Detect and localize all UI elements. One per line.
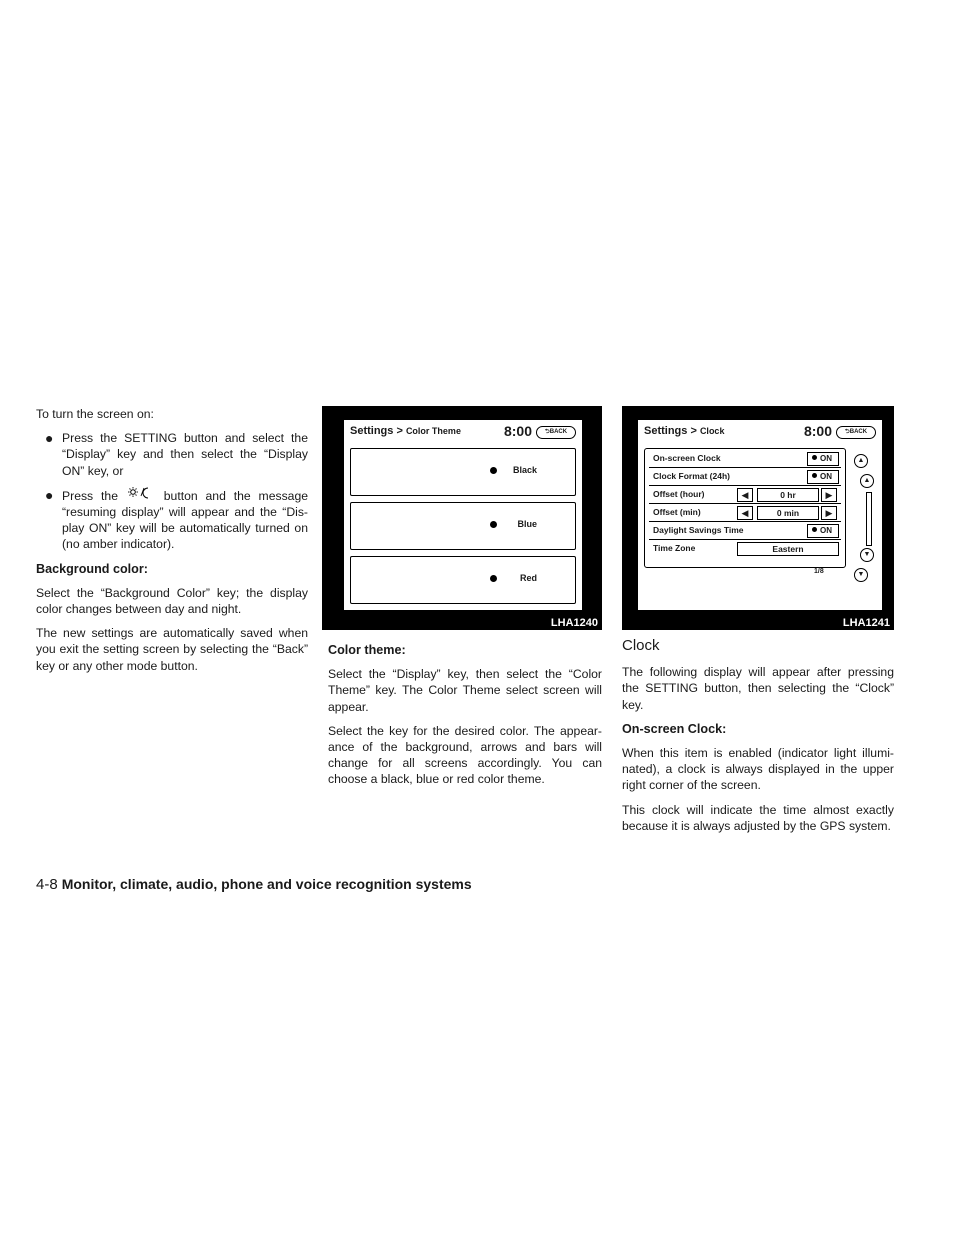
page-indicator: 1/8 bbox=[814, 568, 824, 575]
offset-min-row bbox=[649, 505, 841, 522]
clock-time: 8:00 bbox=[503, 423, 532, 439]
back-label: BACK bbox=[849, 429, 868, 435]
bullet-icon: ● bbox=[45, 486, 54, 503]
save-settings-text: The new settings are automatically saved when you exit the setting screen by selecting the “Back” key or any other mode button. bbox=[36, 626, 308, 673]
color-theme-heading: Color theme: bbox=[328, 643, 406, 657]
right-column bbox=[622, 634, 894, 842]
clock-settings-list bbox=[644, 448, 846, 568]
decrease-arrow-icon[interactable]: ◀ bbox=[737, 506, 753, 520]
page-footer bbox=[36, 876, 472, 893]
decrease-arrow-icon[interactable]: ◀ bbox=[737, 488, 753, 502]
clock-time: 8:00 bbox=[803, 423, 832, 439]
radio-indicator-icon bbox=[490, 521, 497, 528]
row-label: Clock Format (24h) bbox=[653, 471, 730, 481]
on-indicator[interactable] bbox=[807, 524, 839, 538]
back-label: BACK bbox=[549, 429, 568, 435]
row-label: On-screen Clock bbox=[653, 453, 721, 463]
background-color-text: Select the “Background Color” key; the display color changes between day and night. bbox=[36, 585, 308, 617]
theme-option-blue[interactable] bbox=[350, 502, 576, 550]
screen-header bbox=[350, 424, 576, 442]
indicator-icon bbox=[812, 473, 817, 478]
row-label: Daylight Savings Time bbox=[653, 525, 744, 535]
back-button[interactable] bbox=[836, 426, 876, 439]
bullet-icon: ● bbox=[45, 430, 54, 447]
screen-title bbox=[644, 425, 724, 437]
theme-option-black[interactable] bbox=[350, 448, 576, 496]
clock-format-row[interactable] bbox=[649, 469, 841, 486]
bullet-text: Press the SETTING button and select the “Display” key and then select the “Display ON” key, or bbox=[62, 431, 308, 478]
intro-text: To turn the screen on: bbox=[36, 407, 154, 421]
figure-tag: LHA1241 bbox=[842, 617, 890, 629]
row-label: Offset (hour) bbox=[653, 489, 705, 499]
back-arrow-icon: ⮌ bbox=[544, 429, 550, 435]
figure-tag: LHA1240 bbox=[550, 617, 598, 629]
color-theme-text-1: Select the “Display” key, then select the “Color Theme” key. The Color Theme select screen will appear. bbox=[328, 667, 602, 714]
clock-screen bbox=[636, 418, 884, 612]
clock-intro-text: The following display will appear after pressing the SETTING button, then selecting the “Clock” key. bbox=[622, 665, 894, 712]
screen-subtitle: Clock bbox=[699, 426, 725, 436]
scroll-bottom-icon[interactable]: ▼ bbox=[854, 568, 868, 582]
day-night-icon bbox=[126, 487, 156, 501]
time-zone-row[interactable] bbox=[649, 541, 841, 557]
list-item bbox=[36, 430, 308, 479]
bullet-text-post: button and the message “resuming display” will appear and the “Dis-play ON” key will be automatically turned on (no amber indicator). bbox=[62, 488, 309, 552]
chapter-title: Monitor, climate, audio, phone and voice recognition systems bbox=[61, 876, 472, 892]
row-label: Time Zone bbox=[653, 543, 696, 553]
on-label: ON bbox=[820, 472, 832, 481]
time-zone-value[interactable]: Eastern bbox=[737, 542, 839, 556]
bullet-text-pre: Press the bbox=[62, 488, 118, 503]
onscreen-clock-row[interactable] bbox=[649, 451, 841, 468]
color-theme-text-2: Select the key for the desired color. The appear-ance of the background, arrows and bars will change for all screens accordingly. You can choose a black, blue or red color theme. bbox=[328, 723, 602, 787]
indicator-icon bbox=[812, 455, 817, 460]
onscreen-clock-text-2: This clock will indicate the time almost exactly because it is always adjusted by the GPS system. bbox=[622, 802, 894, 833]
on-label: ON bbox=[820, 454, 832, 463]
scroll-top-icon[interactable]: ▲ bbox=[854, 454, 868, 468]
on-indicator[interactable] bbox=[807, 452, 839, 466]
offset-hour-row bbox=[649, 487, 841, 504]
theme-option-red[interactable] bbox=[350, 556, 576, 604]
theme-option-label: Blue bbox=[517, 519, 537, 529]
left-column bbox=[36, 406, 308, 682]
radio-indicator-icon bbox=[490, 467, 497, 474]
back-arrow-icon: ⮌ bbox=[844, 429, 850, 435]
color-theme-figure bbox=[322, 406, 602, 630]
clock-heading: Clock bbox=[622, 637, 660, 654]
background-color-heading: Background color: bbox=[36, 561, 148, 576]
offset-hour-value: 0 hr bbox=[757, 488, 819, 502]
scroll-down-icon[interactable]: ▼ bbox=[860, 548, 874, 562]
back-button[interactable] bbox=[536, 426, 576, 439]
row-label: Offset (min) bbox=[653, 507, 701, 517]
page-number: 4-8 bbox=[36, 876, 58, 893]
indicator-icon bbox=[812, 527, 817, 532]
list-item bbox=[36, 487, 308, 553]
increase-arrow-icon[interactable]: ▶ bbox=[821, 506, 837, 520]
color-theme-screen bbox=[342, 418, 584, 612]
scroll-up-icon[interactable]: ▲ bbox=[860, 474, 874, 488]
clock-figure bbox=[622, 406, 894, 630]
middle-column bbox=[328, 636, 602, 796]
theme-option-label: Red bbox=[519, 573, 537, 583]
offset-min-value: 0 min bbox=[757, 506, 819, 520]
theme-option-label: Black bbox=[512, 465, 537, 475]
onscreen-clock-heading: On-screen Clock: bbox=[622, 721, 727, 736]
scrollbar[interactable] bbox=[866, 492, 872, 546]
on-indicator[interactable] bbox=[807, 470, 839, 484]
onscreen-clock-text-1: When this item is enabled (indicator light illumi-nated), a clock is always displayed in the upper right corner of the screen. bbox=[622, 746, 894, 793]
radio-indicator-icon bbox=[490, 575, 497, 582]
increase-arrow-icon[interactable]: ▶ bbox=[821, 488, 837, 502]
settings-title: Settings > bbox=[350, 425, 403, 437]
screen-subtitle: Color Theme bbox=[405, 426, 461, 436]
on-label: ON bbox=[820, 526, 832, 535]
screen-title bbox=[350, 425, 461, 437]
screen-header bbox=[644, 424, 876, 442]
settings-title: Settings > bbox=[644, 425, 697, 437]
dst-row[interactable] bbox=[649, 523, 841, 540]
